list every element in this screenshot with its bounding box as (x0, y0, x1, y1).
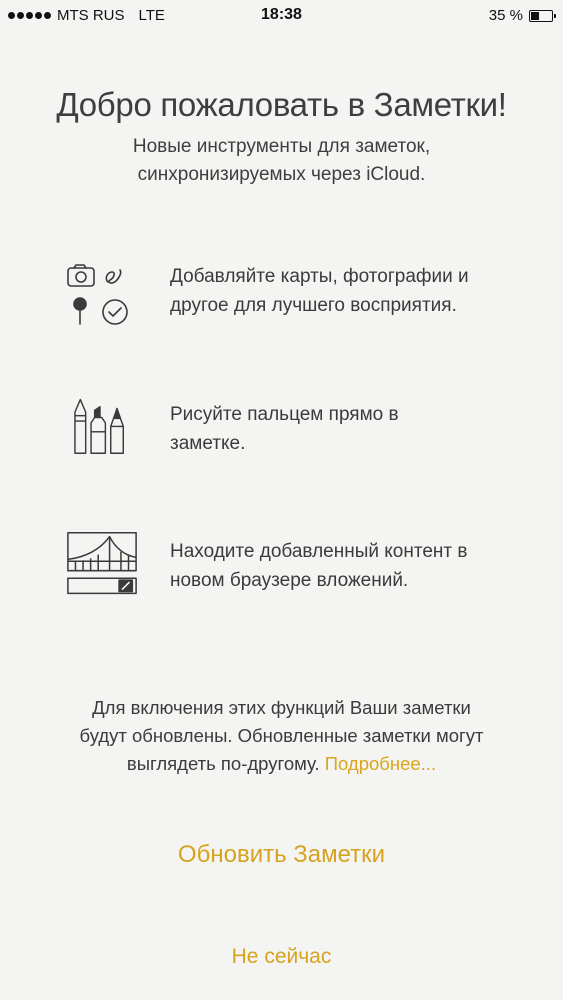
drawing-tools-icon (62, 396, 138, 464)
subtitle-line: синхронизируемых через iCloud. (137, 164, 426, 185)
feature-line: Добавляйте карты, фотографии и (170, 266, 469, 287)
feature-drawing (0, 400, 563, 490)
feature-line: другое для лучшего восприятия. (170, 295, 457, 316)
battery-icon (529, 10, 553, 22)
network-label: LTE (138, 7, 165, 24)
feature-line: Рисуйте пальцем прямо в (170, 404, 399, 425)
attachments-icon (62, 262, 138, 338)
feature-line: заметке. (170, 433, 246, 454)
feature-line: Находите добавленный контент в (170, 541, 468, 562)
update-note (0, 694, 563, 778)
note-line: будут обновлены. Обновленные заметки могут (79, 725, 484, 746)
feature-text (170, 400, 399, 458)
battery-percent: 35 % (488, 7, 523, 24)
note-line (0, 750, 563, 778)
learn-more-link[interactable]: Подробнее... (324, 753, 437, 774)
clock: 18:38 (261, 6, 302, 23)
attachments-browser-icon (64, 529, 140, 601)
note-line-text: выглядеть по-другому. (126, 753, 320, 774)
update-notes-button[interactable]: Обновить Заметки (177, 841, 386, 868)
welcome-title: Добро пожаловать в Заметки! (56, 86, 507, 123)
status-right (489, 7, 553, 24)
feature-text (170, 262, 469, 320)
subtitle-line: Новые инструменты для заметок, (132, 136, 431, 157)
note-line: Для включения этих функций Ваши заметки (92, 697, 471, 718)
carrier-label: MTS RUS (57, 7, 125, 24)
not-now-button[interactable]: Не сейчас (231, 945, 332, 968)
feature-browser (0, 537, 563, 627)
welcome-subtitle (0, 133, 563, 189)
status-bar (0, 0, 563, 32)
feature-text (170, 537, 467, 595)
feature-attachments (0, 262, 563, 352)
feature-line: новом браузере вложений. (170, 570, 409, 591)
